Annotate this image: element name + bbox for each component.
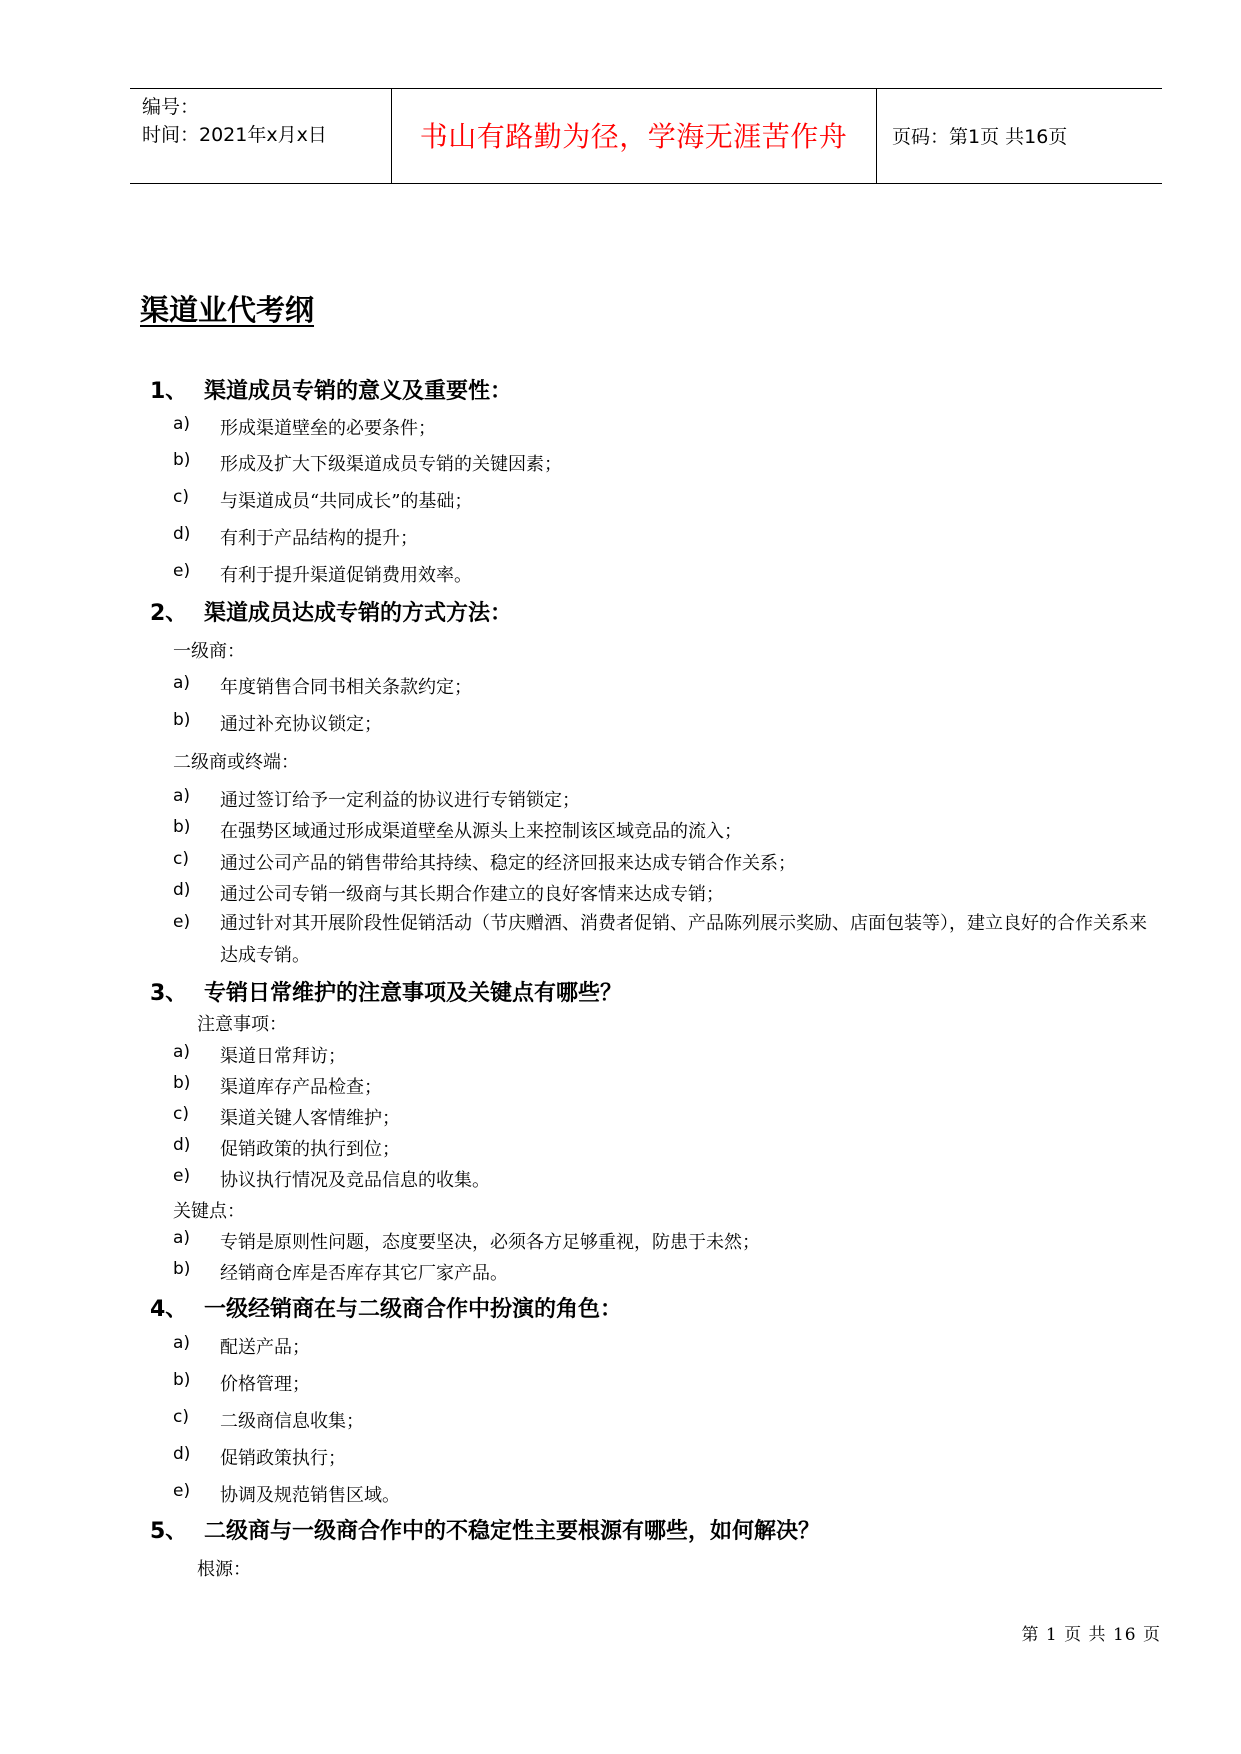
- list-marker: c): [173, 487, 189, 507]
- section-number: 2、: [150, 601, 188, 626]
- list-marker: b): [173, 1259, 191, 1279]
- list-text: 有利于提升渠道促销费用效率。: [220, 565, 472, 586]
- list-text: 通过补充协议锁定；: [220, 714, 382, 735]
- list-marker: a): [173, 1042, 191, 1062]
- list-text: 通过公司专销一级商与其长期合作建立的良好客情来达成专销；: [220, 884, 724, 905]
- list-text: 通过签订给予一定利益的协议进行专销锁定；: [220, 790, 580, 811]
- list-marker: b): [173, 1370, 191, 1390]
- list-marker: c): [173, 1407, 189, 1427]
- list-text: 促销政策执行；: [220, 1448, 346, 1469]
- list-text: 渠道日常拜访；: [220, 1046, 346, 1067]
- document-title: 渠道业代考纲: [140, 293, 315, 327]
- list-marker: b): [173, 817, 191, 837]
- section-title: 渠道成员达成专销的方式方法：: [204, 601, 513, 626]
- list-text: 年度销售合同书相关条款约定；: [220, 677, 472, 698]
- list-marker: e): [173, 912, 191, 932]
- list-marker: e): [173, 1481, 191, 1501]
- number-label: 编号：: [142, 96, 200, 118]
- list-text: 形成及扩大下级渠道成员专销的关键因素；: [220, 454, 562, 475]
- list-text: 经销商仓库是否库存其它厂家产品。: [220, 1263, 508, 1284]
- list-text: 形成渠道壁垒的必要条件；: [220, 418, 436, 439]
- section-heading: [150, 374, 512, 405]
- section-title: 渠道成员专销的意义及重要性：: [204, 379, 513, 404]
- list-text: 在强势区域通过形成渠道壁垒从源头上来控制该区域竞品的流入；: [220, 821, 742, 842]
- section-title: 专销日常维护的注意事项及关键点有哪些？: [204, 981, 623, 1006]
- section-number: 3、: [150, 981, 188, 1006]
- list-text: 渠道库存产品检查；: [220, 1077, 382, 1098]
- list-marker: a): [173, 1333, 191, 1353]
- section-title: 一级经销商在与二级商合作中扮演的角色：: [204, 1297, 623, 1322]
- list-marker: e): [173, 1166, 191, 1186]
- header-page-info: 页码：第1页 共16页: [892, 126, 1068, 148]
- list-text: 通过针对其开展阶段性促销活动（节庆赠酒、消费者促销、产品陈列展示奖励、店面包装等），建立良好的合作关系来达成专销。: [220, 913, 1147, 966]
- list-text: 通过公司产品的销售带给其持续、稳定的经济回报来达成专销合作关系；: [220, 853, 796, 874]
- list-marker: e): [173, 561, 191, 581]
- list-text: 专销是原则性问题，态度要坚决，必须各方足够重视，防患于未然；: [220, 1232, 760, 1253]
- list-marker: d): [173, 1135, 191, 1155]
- list-marker: d): [173, 880, 191, 900]
- subheading: 二级商或终端：: [173, 752, 299, 773]
- list-text: 有利于产品结构的提升；: [220, 528, 418, 549]
- list-marker: a): [173, 786, 191, 806]
- section-heading: [150, 1514, 820, 1545]
- time-label: 时间：2021年x月x日: [142, 124, 327, 146]
- list-text: 与渠道成员“共同成长”的基础；: [220, 491, 473, 512]
- header-divider: [876, 89, 877, 183]
- subheading: 一级商：: [173, 641, 245, 662]
- list-text: 促销政策的执行到位；: [220, 1139, 400, 1160]
- header-table: [130, 88, 1162, 184]
- list-text: 协议执行情况及竞品信息的收集。: [220, 1170, 490, 1191]
- section-heading: [150, 976, 622, 1007]
- list-marker: a): [173, 414, 191, 434]
- header-motto: 书山有路勤为径，学海无涯苦作舟: [419, 120, 848, 153]
- list-marker: a): [173, 673, 191, 693]
- subheading: 根源：: [197, 1559, 251, 1580]
- list-text: 价格管理；: [220, 1374, 310, 1395]
- list-marker: d): [173, 524, 191, 544]
- list-marker: b): [173, 710, 191, 730]
- section-number: 5、: [150, 1519, 188, 1544]
- section-heading: [150, 596, 512, 627]
- header-meta: [142, 93, 327, 149]
- list-text: 渠道关键人客情维护；: [220, 1108, 400, 1129]
- list-text: 二级商信息收集；: [220, 1411, 364, 1432]
- subheading: 关键点：: [173, 1201, 245, 1222]
- section-title: 二级商与一级商合作中的不稳定性主要根源有哪些，如何解决？: [204, 1519, 821, 1544]
- page-footer: 第 1 页 共 16 页: [1021, 1625, 1161, 1645]
- list-marker: b): [173, 450, 191, 470]
- list-marker: b): [173, 1073, 191, 1093]
- section-heading: [150, 1292, 622, 1323]
- list-marker: c): [173, 849, 189, 869]
- subheading: 注意事项：: [197, 1014, 287, 1035]
- section-number: 4、: [150, 1297, 188, 1322]
- section-number: 1、: [150, 379, 188, 404]
- list-marker: d): [173, 1444, 191, 1464]
- list-marker: c): [173, 1104, 189, 1124]
- list-text: 协调及规范销售区域。: [220, 1485, 400, 1506]
- list-text: 配送产品；: [220, 1337, 310, 1358]
- list-marker: a): [173, 1228, 191, 1248]
